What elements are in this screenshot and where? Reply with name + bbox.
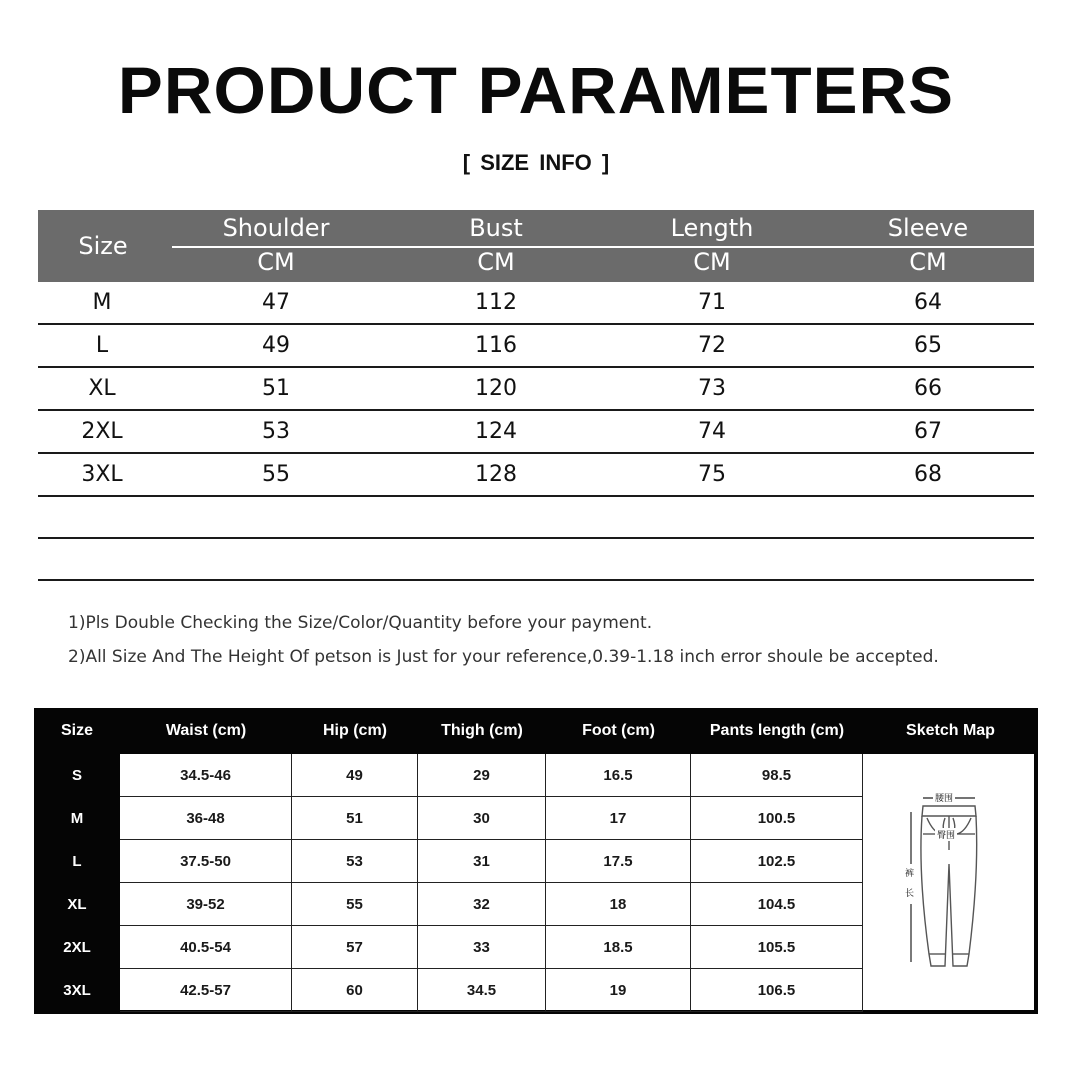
value-cell: 75	[698, 462, 726, 487]
pants-column-header: Thigh (cm)	[441, 722, 523, 739]
pants-value-cell: 100.5	[691, 797, 863, 840]
pants-column-header: Waist (cm)	[165, 722, 247, 739]
pants-size-label: XL	[67, 896, 87, 913]
value-cell: 128	[475, 462, 517, 487]
pants-value-cell: 60	[292, 969, 418, 1012]
hip-sketch-label: 臀围	[935, 828, 957, 841]
pants-size-label: 2XL	[63, 939, 91, 956]
pants-column-header: Sketch Map	[906, 722, 995, 739]
pants-value-cell: 39-52	[120, 883, 292, 926]
size-row	[38, 368, 1034, 411]
pants-value-cell: 17	[546, 797, 691, 840]
empty-row	[38, 497, 1034, 539]
value-cell: 74	[698, 419, 726, 444]
pants-value-cell: 30	[418, 797, 546, 840]
size-row	[38, 454, 1034, 497]
pants-value-cell: 29	[418, 754, 546, 797]
size-cell: XL	[88, 376, 116, 401]
pants-size-label: 3XL	[63, 982, 91, 999]
pants-value-cell: 37.5-50	[120, 840, 292, 883]
pants-value-cell: 49	[292, 754, 418, 797]
waist-sketch-label: 腰围	[933, 791, 955, 804]
pants-sketch-map	[863, 754, 1034, 1010]
size-cell: 2XL	[81, 419, 123, 444]
size-cell: M	[92, 290, 112, 315]
value-cell: 64	[914, 290, 942, 315]
size-column-header: Size	[78, 232, 128, 260]
pants-value-cell: 32	[418, 883, 546, 926]
pants-value-cell: 104.5	[691, 883, 863, 926]
pants-value-cell: 57	[292, 926, 418, 969]
value-cell: 72	[698, 333, 726, 358]
value-cell: 124	[475, 419, 517, 444]
pants-value-cell: 18.5	[546, 926, 691, 969]
pants-size-label: M	[70, 810, 84, 827]
page-title: PRODUCT PARAMETERS	[117, 53, 955, 127]
pants-value-cell: 55	[292, 883, 418, 926]
value-cell: 55	[262, 462, 290, 487]
size-row	[38, 282, 1034, 325]
pants-value-cell: 105.5	[691, 926, 863, 969]
pants-column-header: Hip (cm)	[323, 722, 387, 739]
pants-value-cell: 51	[292, 797, 418, 840]
pants-value-cell: 18	[546, 883, 691, 926]
pants-value-cell: 17.5	[546, 840, 691, 883]
pants-value-cell: 53	[292, 840, 418, 883]
value-cell: 120	[475, 376, 517, 401]
note-line: 2)All Size And The Height Of petson is Just for your reference,0.39-1.18 inch error shoule be accepted.	[68, 647, 939, 667]
pants-value-cell: 36-48	[120, 797, 292, 840]
pants-value-cell: 33	[418, 926, 546, 969]
size-cell: L	[95, 333, 109, 358]
pants-size-label: S	[71, 767, 82, 784]
pants-value-cell: 42.5-57	[120, 969, 292, 1012]
pants-column-header: Pants length (cm)	[709, 722, 845, 739]
top-size-table	[38, 210, 1034, 581]
value-cell: 66	[914, 376, 942, 401]
value-cell: 71	[698, 290, 726, 315]
size-row	[38, 411, 1034, 454]
pants-value-cell: 34.5	[418, 969, 546, 1012]
pants-value-cell: 16.5	[546, 754, 691, 797]
section-subtitle: [ SIZE INFO ]	[462, 150, 610, 175]
top-table-header: Size Shoulder CM Bust CM Length CM Sleeve CM	[38, 210, 1034, 282]
pants-column-header: Size	[60, 722, 93, 739]
value-cell: 73	[698, 376, 726, 401]
value-cell: 68	[914, 462, 942, 487]
pants-value-cell: 102.5	[691, 840, 863, 883]
pants-column-header: Foot (cm)	[582, 722, 655, 739]
value-cell: 112	[475, 290, 517, 315]
value-cell: 51	[262, 376, 290, 401]
length-sketch-label: 裤长	[905, 864, 917, 904]
pants-value-cell: 31	[418, 840, 546, 883]
pants-table-grid	[120, 754, 1034, 1010]
value-cell: 116	[475, 333, 517, 358]
pants-value-cell: 40.5-54	[120, 926, 292, 969]
pants-value-cell: 19	[546, 969, 691, 1012]
value-cell: 49	[262, 333, 290, 358]
pants-size-label: L	[72, 853, 82, 870]
value-cell: 47	[262, 290, 290, 315]
pants-value-cell: 98.5	[691, 754, 863, 797]
size-cell: 3XL	[81, 462, 123, 487]
empty-row	[38, 539, 1034, 581]
value-cell: 53	[262, 419, 290, 444]
note-line: 1)Pls Double Checking the Size/Color/Quantity before your payment.	[68, 613, 653, 633]
value-cell: 65	[914, 333, 942, 358]
pants-size-table	[34, 708, 1038, 1014]
pants-value-cell: 34.5-46	[120, 754, 292, 797]
value-cell: 67	[914, 419, 942, 444]
size-row	[38, 325, 1034, 368]
pants-value-cell: 106.5	[691, 969, 863, 1012]
notes	[68, 606, 939, 674]
